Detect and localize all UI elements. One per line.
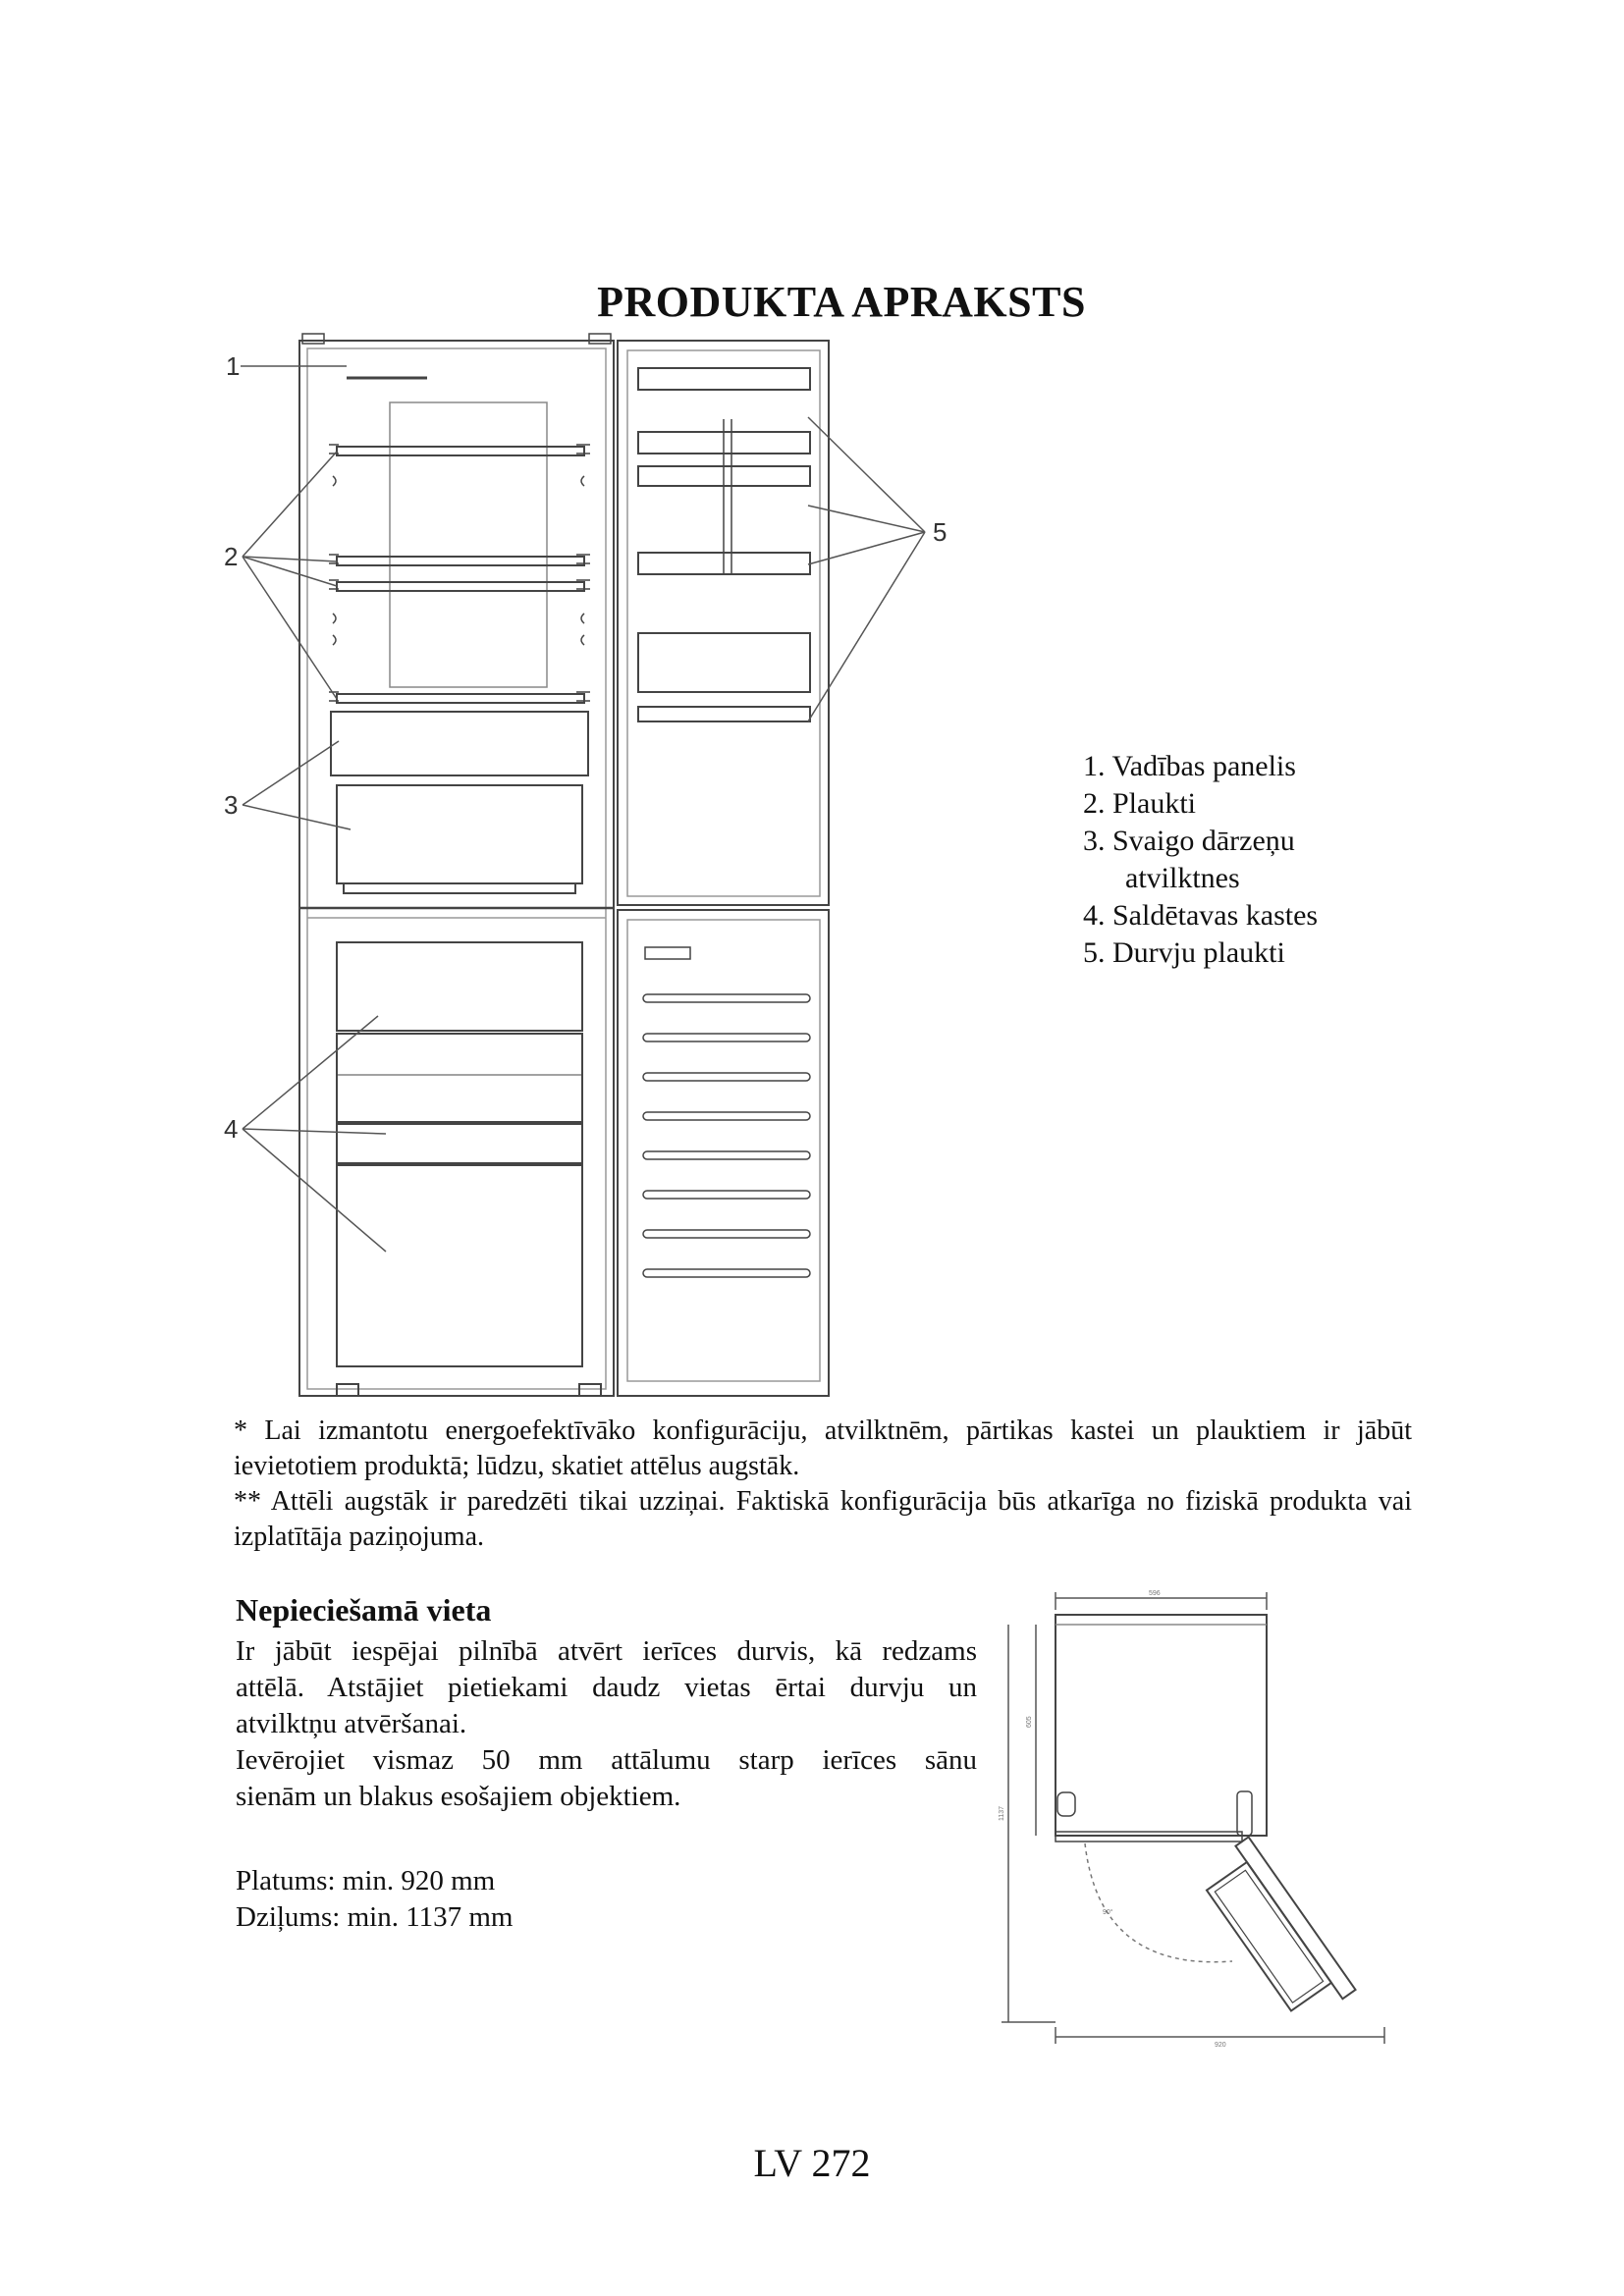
crisper-drawer (331, 712, 588, 893)
dimension-requirements (236, 1863, 513, 1936)
min-width: Platums: min. 920 mm (236, 1865, 496, 1896)
callout-2: 2 (224, 542, 239, 571)
svg-text:596: 596 (1149, 1590, 1161, 1597)
configuration-notes (234, 1414, 1412, 1555)
callout-1: 1 (226, 351, 241, 381)
legend-item: 1. Vadības panelis (1083, 750, 1296, 782)
svg-text:920: 920 (1215, 2042, 1226, 2047)
text-line: attēlā. Atstājiet pietiekami daudz vietas ērtai durvju un (236, 1672, 977, 1703)
svg-text:1137: 1137 (999, 1805, 1005, 1821)
freezer-boxes (337, 942, 582, 1366)
text-line: atvilktņu atvēršanai. (236, 1708, 467, 1739)
page-title: PRODUKTA APRAKSTS (597, 278, 1086, 326)
svg-text:90°: 90° (1103, 1909, 1113, 1916)
section-heading: Nepieciešamā vieta (236, 1592, 492, 1628)
note-reference: ** Attēli augstāk ir paredzēti tikai uzziņai. Faktiskā konfigurācija būs atkarīga no fiziskā produkta vai izplatītāja paziņojuma. (234, 1486, 1412, 1552)
text-line: Ievērojiet vismaz 50 mm attālumu starp ierīces sānu (236, 1744, 977, 1776)
parts-legend (1083, 748, 1318, 972)
callout-5: 5 (933, 517, 947, 547)
cabinet-outline (299, 341, 614, 1396)
svg-text:605: 605 (1026, 1716, 1033, 1728)
text-line: sienām un blakus esošajiem objektiem. (236, 1781, 681, 1812)
min-depth: Dziļums: min. 1137 mm (236, 1901, 514, 1933)
legend-item: 5. Durvju plaukti (1083, 936, 1285, 969)
callout-4: 4 (224, 1114, 239, 1144)
legend-item: 2. Plaukti (1083, 787, 1197, 820)
callout-3: 3 (224, 790, 239, 820)
legend-item: 4. Saldētavas kastes (1083, 899, 1319, 932)
page-number: LV 272 (753, 2141, 871, 2185)
fridge-diagram (221, 329, 1056, 1409)
clearance-diagram (997, 1590, 1399, 2047)
fridge-door (618, 341, 829, 905)
text-line: Ir jābūt iespējai pilnībā atvērt ierīces durvis, kā redzams (236, 1635, 977, 1667)
space-requirements-text (236, 1633, 977, 1815)
legend-item: 3. Svaigo dārzeņu (1083, 825, 1295, 857)
note-energy: * Lai izmantotu energoefektīvāko konfigurāciju, atvilktnēm, pārtikas kastei un plauktiem ir jābūt ievietotiem produktā; lūdzu, skatiet attēlus augstāk. (234, 1415, 1412, 1481)
freezer-door (618, 910, 829, 1396)
legend-item: atvilktnes (1125, 862, 1240, 894)
